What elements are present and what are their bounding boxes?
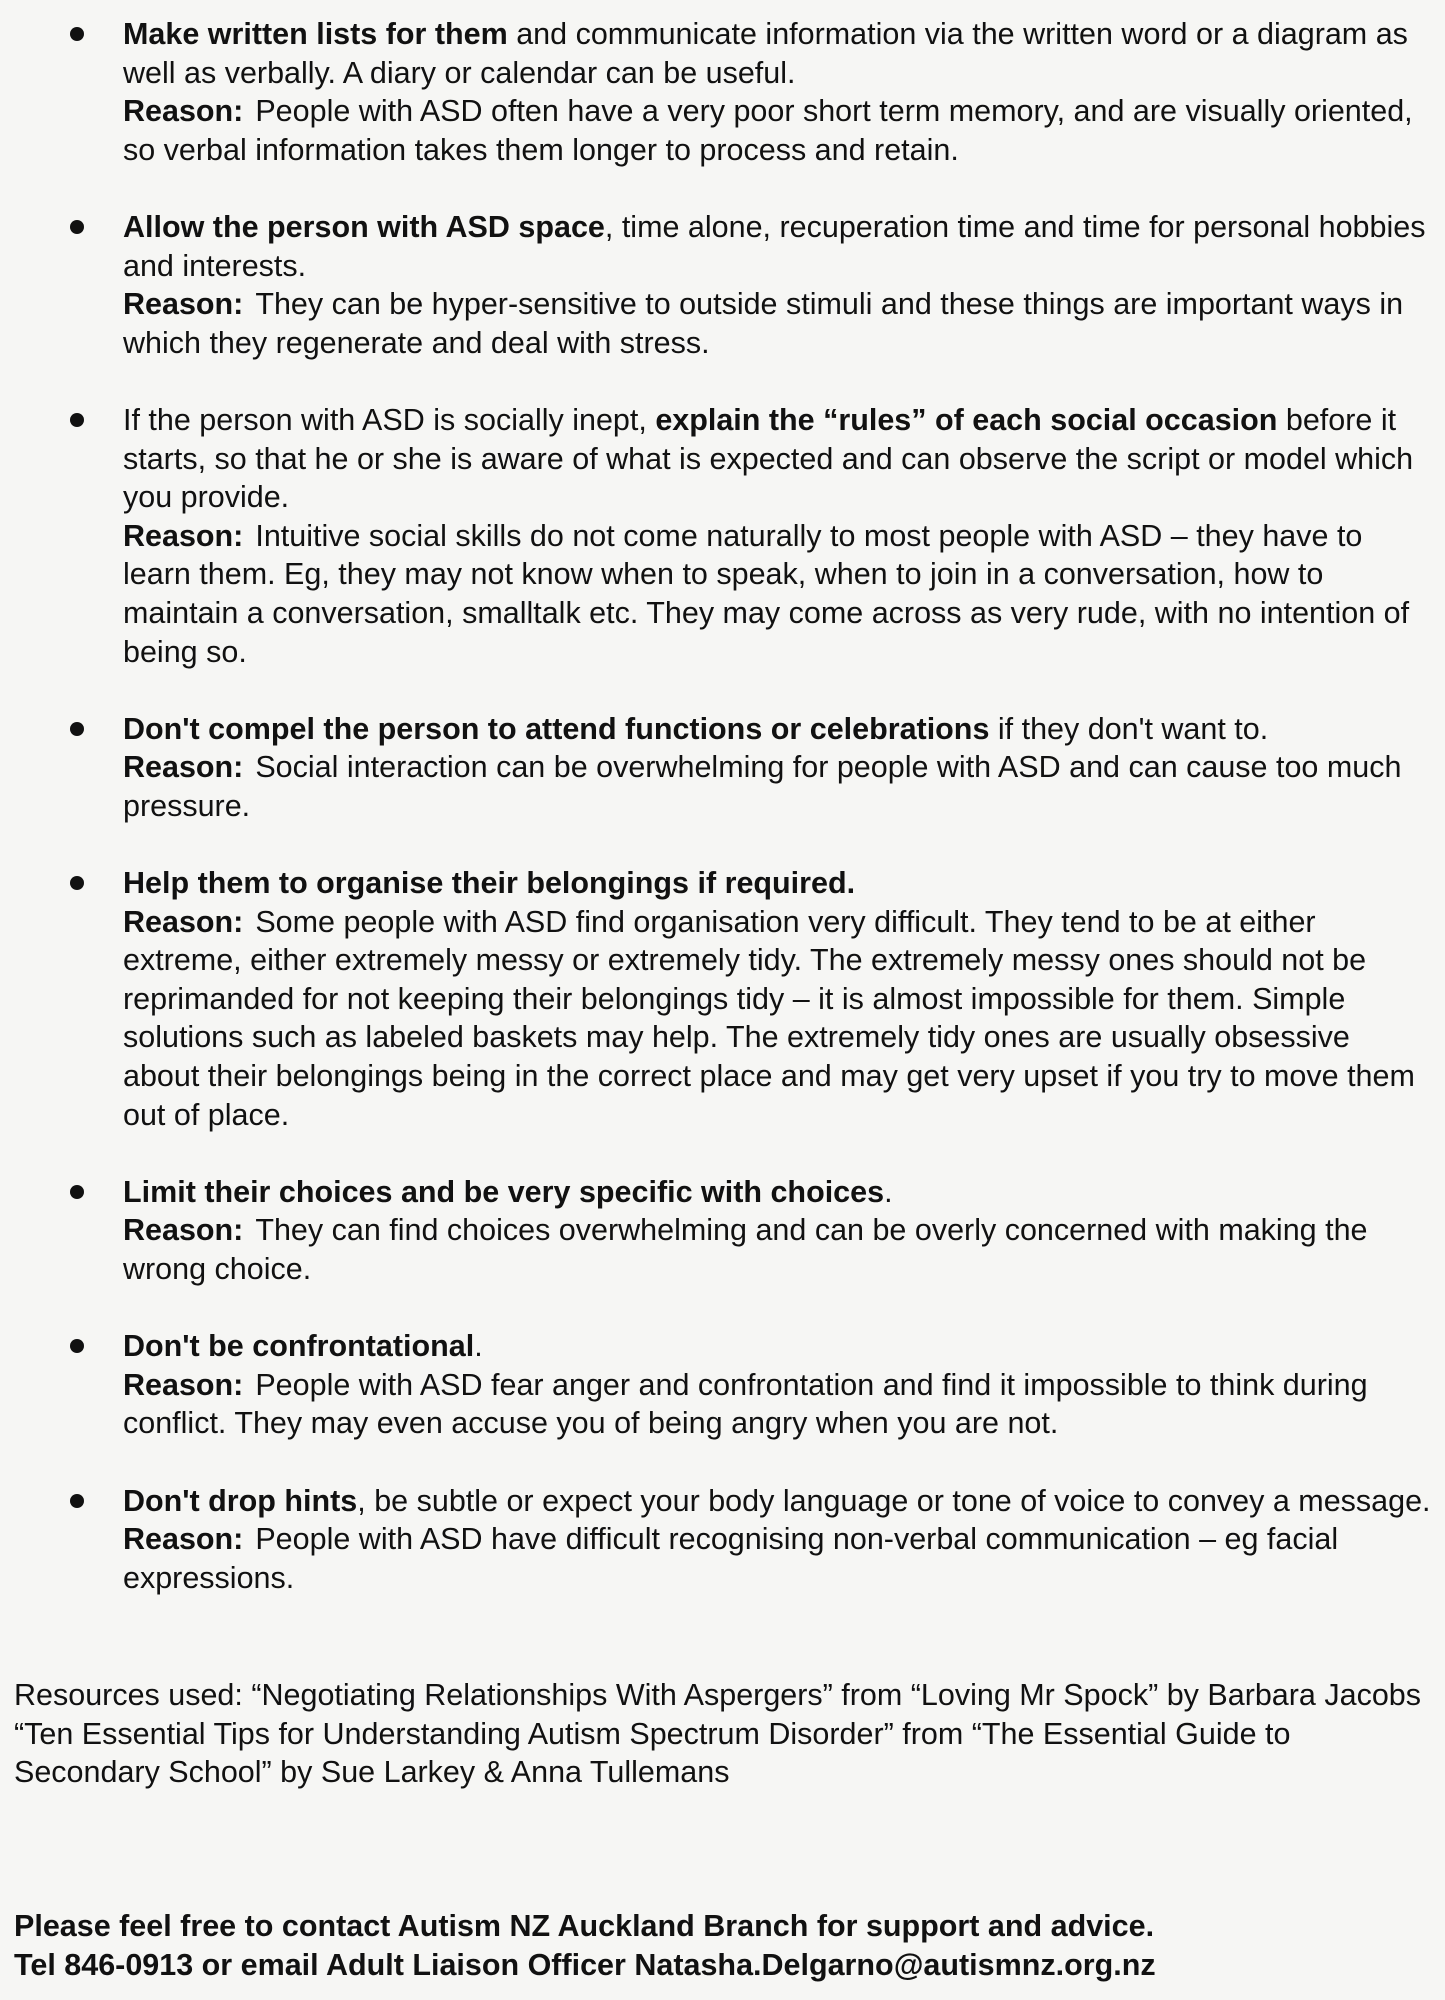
reason-text [123,1366,1433,1443]
list-item [0,1173,1445,1289]
tip-bold-text: Don't be confrontational [123,1329,475,1364]
reason-body: Social interaction can be overwhelming for people with ASD and can cause too much pressure. [123,750,1402,823]
bullet-icon [70,876,84,890]
reason-text [123,1211,1433,1288]
list-item [0,864,1445,1134]
list-item [0,710,1445,826]
bullet-icon [70,1185,84,1199]
reason-label: Reason: [123,904,244,939]
tip-trailing-text: if they don't want to. [989,711,1269,746]
reason-text [123,1520,1433,1597]
tip-bold-text: explain the “rules” of each social occasion [655,402,1278,437]
tip-text [123,401,1433,517]
resource-citation: “Ten Essential Tips for Understanding Autism Spectrum Disorder” from “The Essential Guide to Secondary School” by Sue Larkey & Anna Tullemans [14,1716,1291,1790]
tip-text [123,15,1433,92]
list-item [0,1327,1445,1443]
contact-section [14,1907,1434,1984]
reason-body: Intuitive social skills do not come naturally to most people with ASD – they have to learn them. Eg, they may not know when to speak, when to join in a conversation, how to maintain a conversation, smalltalk etc. They may come across as very rude, with no intention of being so. [123,518,1410,669]
tip-text [123,864,1433,903]
bullet-icon [70,1494,84,1508]
tip-bold-text: Don't compel the person to attend functions or celebrations [123,711,990,746]
reason-body: People with ASD fear anger and confrontation and find it impossible to think during conflict. They may even accuse you of being angry when you are not. [123,1367,1368,1441]
list-item [0,401,1445,671]
reason-label: Reason: [123,750,244,785]
reason-body: They can be hyper-sensitive to outside stimuli and these things are important ways in which they regenerate and deal with stress. [123,287,1404,360]
tip-trailing-text: before it starts, so that he or she is aware of what is expected and can observe the script or model which you provide. [123,402,1414,515]
list-item [0,1482,1445,1598]
bullet-icon [70,722,84,736]
tip-trailing-text: . [474,1329,483,1364]
list-item [0,208,1445,362]
reason-label: Reason: [123,1522,244,1557]
tip-text [123,1482,1433,1521]
contact-line: Tel 846-0913 or email Adult Liaison Officer Natasha.Delgarno@autismnz.org.nz [14,1947,1156,1982]
tip-trailing-text: , time alone, recuperation time and time for personal hobbies and interests. [123,209,1426,283]
tip-text [123,1173,1433,1212]
tip-text [123,1327,1433,1366]
reason-text [123,748,1433,825]
reason-body: They can find choices overwhelming and can be overly concerned with making the wrong choice. [123,1213,1368,1286]
reason-label: Reason: [123,1367,244,1402]
tip-text [123,208,1433,285]
tip-trailing-text: and communicate information via the written word or a diagram as well as verbally. A diary or calendar can be useful. [123,17,1408,90]
reason-label: Reason: [123,518,244,553]
reason-label: Reason: [123,287,244,322]
reason-body: People with ASD often have a very poor short term memory, and are visually oriented, so verbal information takes them longer to process and retain. [123,94,1413,167]
tip-bold-text: Help them to organise their belongings if required. [123,866,856,901]
bullet-icon [70,413,84,427]
bullet-icon [70,1339,84,1353]
bullet-icon [70,27,84,41]
reason-label: Reason: [123,94,244,129]
tip-bold-text: Don't drop hints [123,1483,358,1518]
reason-label: Reason: [123,1213,244,1248]
reason-body: Some people with ASD find organisation very difficult. They tend to be at either extreme, either extremely messy or extremely tidy. The extremely messy ones should not be reprimanded for not keeping their belongings tidy – it is almost impossible for them. Simple solutions such as labeled baskets may help. The extremely tidy ones are usually obsessive about their belongings being in the correct place and may get very upset if you try to move them out of place. [123,904,1415,1132]
list-item [0,15,1445,169]
tips-list [0,15,1445,1636]
resource-citation: Resources used: “Negotiating Relationships With Aspergers” from “Loving Mr Spock” by Barbara Jacobs [14,1678,1422,1712]
tip-trailing-text: . [884,1174,893,1209]
tip-trailing-text: , be subtle or expect your body language or tone of voice to convey a message. [357,1483,1431,1518]
contact-line: Please feel free to contact Autism NZ Auckland Branch for support and advice. [14,1909,1155,1943]
tip-lead-text: If the person with ASD is socially inept, [123,402,656,437]
tip-bold-text: Limit their choices and be very specific with choices [123,1174,885,1209]
reason-text [123,285,1433,362]
resources-section [14,1676,1434,1792]
reason-text [123,517,1433,671]
tip-text [123,710,1433,749]
reason-text [123,92,1433,169]
tip-bold-text: Make written lists for them [123,17,508,51]
tip-bold-text: Allow the person with ASD space [123,209,605,244]
reason-body: People with ASD have difficult recognising non-verbal communication – eg facial expressions. [123,1522,1339,1595]
reason-text [123,903,1433,1135]
bullet-icon [70,220,84,234]
